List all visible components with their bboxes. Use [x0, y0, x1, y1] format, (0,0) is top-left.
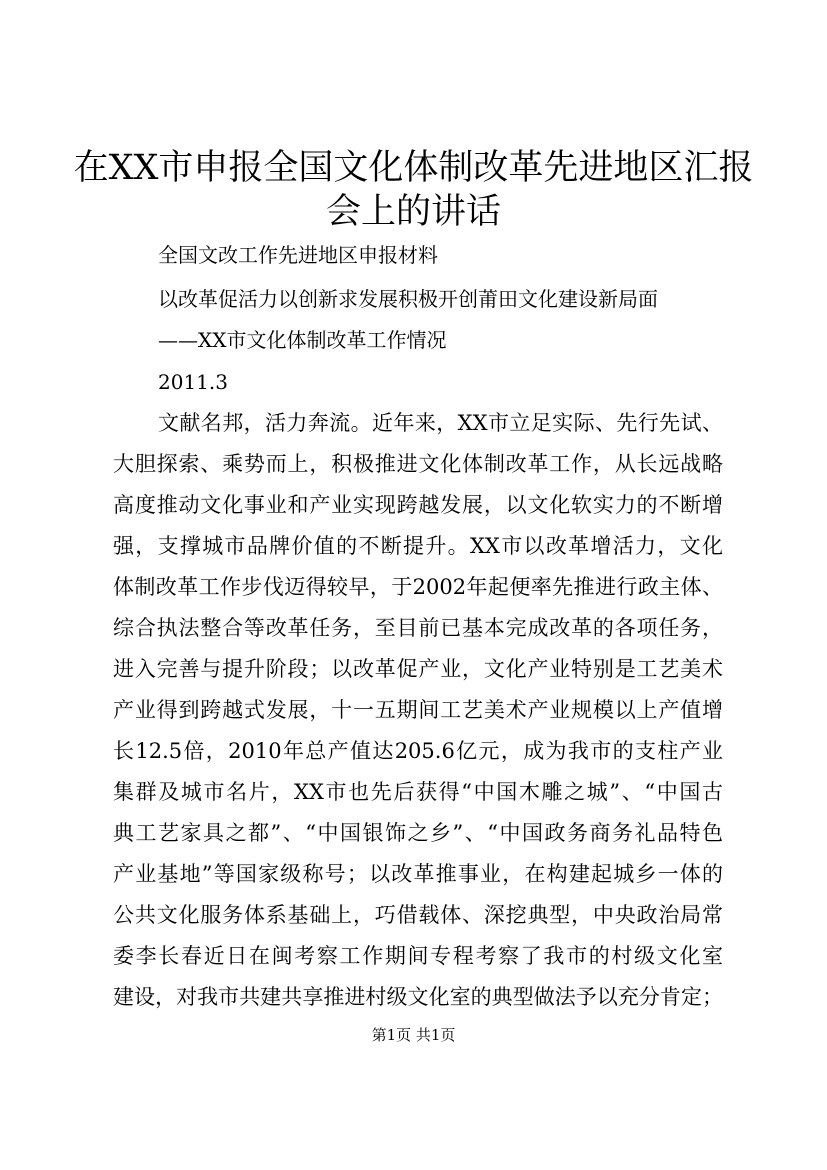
paragraph-line: 产业基地”等国家级称号；以改革推事业，在构建起城乡一体的	[113, 862, 723, 886]
subtitle-line: 以改革促活力以创新求发展积极开创莆田文化建设新局面	[158, 287, 658, 311]
paragraph-line: 进入完善与提升阶段；以改革促产业，文化产业特别是工艺美术	[113, 657, 723, 681]
paragraph-line: 典工艺家具之都”、“中国银饰之乡”、“中国政务商务礼品特色	[113, 821, 723, 845]
paragraph-line: 综合执法整合等改革任务，至目前已基本完成改革的各项任务，	[113, 616, 723, 640]
paragraph-line: 长12.5倍，2010年总产值达205.6亿元，成为我市的支柱产业	[113, 739, 723, 763]
paragraph-line: 高度推动文化事业和产业实现跨越发展，以文化软实力的不断增	[113, 493, 723, 517]
page-number-footer: 第1页 共1页	[371, 1026, 456, 1044]
subtitle-line: 全国文改工作先进地区申报材料	[158, 243, 438, 267]
subtitle-line: ——XX市文化体制改革工作情况	[158, 328, 447, 352]
paragraph-line: 文献名邦，活力奔流。近年来，XX市立足实际、先行先试、	[158, 411, 723, 435]
paragraph-line: 委李长春近日在闽考察工作期间专程考察了我市的村级文化室	[113, 944, 723, 968]
date-line: 2011.3	[158, 370, 228, 394]
document-title-line-2: 会上的讲话	[325, 192, 501, 232]
paragraph-line: 集群及城市名片，XX市也先后获得“中国木雕之城”、“中国古	[113, 780, 723, 804]
paragraph-line: 强，支撑城市品牌价值的不断提升。XX市以改革增活力，文化	[113, 534, 723, 558]
paragraph-line: 体制改革工作步伐迈得较早，于2002年起便率先推进行政主体、	[113, 575, 723, 599]
paragraph-line: 大胆探索、乘势而上，积极推进文化体制改革工作，从长远战略	[113, 452, 723, 476]
paragraph-line: 产业得到跨越式发展，十一五期间工艺美术产业规模以上产值增	[113, 698, 723, 722]
paragraph-line: 建设，对我市共建共享推进村级文化室的典型做法予以充分肯定；	[113, 985, 723, 1009]
document-title-line-1: 在XX市申报全国文化体制改革先进地区汇报	[73, 148, 754, 188]
paragraph-line: 公共文化服务体系基础上，巧借载体、深挖典型，中央政治局常	[113, 903, 723, 927]
